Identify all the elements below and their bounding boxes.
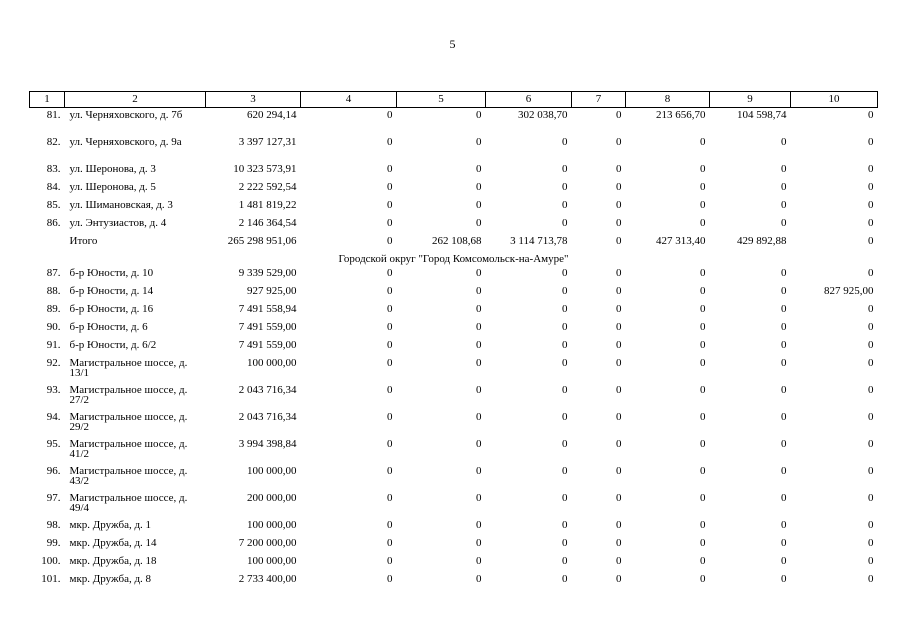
table-row bbox=[30, 338, 878, 356]
value-cell: 0 bbox=[616, 573, 622, 585]
row-number: 81. bbox=[46, 109, 61, 121]
value-cell: 0 bbox=[700, 321, 706, 333]
row-number: 96. bbox=[46, 465, 61, 477]
value-cell: 0 bbox=[616, 519, 622, 531]
column-header: 6 bbox=[486, 92, 572, 108]
address-cell: Магистральное шоссе, д. 27/2 bbox=[69, 384, 188, 406]
value-cell: 10 323 573,91 bbox=[233, 163, 297, 175]
row-number: 86. bbox=[46, 217, 61, 229]
value-cell: 1 481 819,22 bbox=[238, 199, 297, 211]
value-cell: 0 bbox=[562, 285, 568, 297]
value-cell: 100 000,00 bbox=[247, 555, 297, 567]
table-row bbox=[30, 135, 878, 162]
row-number: 101. bbox=[41, 573, 61, 585]
value-cell: 0 bbox=[868, 465, 874, 477]
value-cell: 0 bbox=[700, 357, 706, 369]
address-cell: Магистральное шоссе, д. 29/2 bbox=[69, 411, 188, 433]
row-number: 89. bbox=[46, 303, 61, 315]
row-number: 87. bbox=[46, 267, 61, 279]
value-cell: 0 bbox=[781, 537, 787, 549]
value-cell: 0 bbox=[781, 411, 787, 423]
table-row bbox=[30, 198, 878, 216]
value-cell: 0 bbox=[616, 339, 622, 351]
value-cell: 0 bbox=[616, 285, 622, 297]
value-cell: 0 bbox=[562, 537, 568, 549]
value-cell: 0 bbox=[476, 321, 482, 333]
address-cell: мкр. Дружба, д. 1 bbox=[69, 519, 152, 531]
row-number: 93. bbox=[46, 384, 61, 396]
table-row bbox=[30, 518, 878, 536]
value-cell: 0 bbox=[387, 519, 393, 531]
row-number: 92. bbox=[46, 357, 61, 369]
value-cell: 9 339 529,00 bbox=[238, 267, 297, 279]
value-cell: 0 bbox=[476, 163, 482, 175]
value-cell: 0 bbox=[868, 267, 874, 279]
section-title: Городской округ "Город Комсомольск-на-Амуре" bbox=[338, 253, 569, 265]
address-cell: Магистральное шоссе, д. 43/2 bbox=[69, 465, 188, 487]
value-cell: 0 bbox=[387, 411, 393, 423]
value-cell: 0 bbox=[700, 492, 706, 504]
value-cell: 0 bbox=[700, 181, 706, 193]
column-header: 3 bbox=[206, 92, 301, 108]
value-cell: 0 bbox=[387, 267, 393, 279]
address-cell: мкр. Дружба, д. 14 bbox=[69, 537, 157, 549]
value-cell: 0 bbox=[476, 285, 482, 297]
value-cell: 0 bbox=[700, 339, 706, 351]
page-number: 5 bbox=[449, 37, 456, 51]
row-number: 98. bbox=[46, 519, 61, 531]
value-cell: 0 bbox=[616, 217, 622, 229]
value-cell: 100 000,00 bbox=[247, 357, 297, 369]
value-cell: 0 bbox=[562, 384, 568, 396]
value-cell: 0 bbox=[868, 411, 874, 423]
address-cell: ул. Энтузиастов, д. 4 bbox=[69, 217, 167, 229]
value-cell: 0 bbox=[700, 537, 706, 549]
column-header: 10 bbox=[791, 92, 878, 108]
value-cell: 0 bbox=[387, 537, 393, 549]
value-cell: 0 bbox=[868, 438, 874, 450]
value-cell: 0 bbox=[562, 181, 568, 193]
value-cell: 0 bbox=[781, 573, 787, 585]
address-cell: Итого bbox=[69, 235, 98, 247]
value-cell: 0 bbox=[868, 303, 874, 315]
value-cell: 0 bbox=[781, 438, 787, 450]
value-cell: 0 bbox=[616, 267, 622, 279]
value-cell: 0 bbox=[562, 217, 568, 229]
value-cell: 427 313,40 bbox=[656, 235, 706, 247]
value-cell: 0 bbox=[387, 163, 393, 175]
value-cell: 0 bbox=[387, 339, 393, 351]
table-row bbox=[30, 383, 878, 410]
address-cell: ул. Шеронова, д. 5 bbox=[69, 181, 156, 193]
column-header: 7 bbox=[572, 92, 626, 108]
row-number: 90. bbox=[46, 321, 61, 333]
value-cell: 0 bbox=[476, 573, 482, 585]
value-cell: 0 bbox=[562, 303, 568, 315]
value-cell: 0 bbox=[476, 537, 482, 549]
address-cell: ул. Шимановская, д. 3 bbox=[69, 199, 173, 211]
value-cell: 100 000,00 bbox=[247, 519, 297, 531]
value-cell: 3 994 398,84 bbox=[238, 438, 297, 450]
value-cell: 7 491 559,00 bbox=[238, 321, 297, 333]
value-cell: 0 bbox=[616, 438, 622, 450]
value-cell: 0 bbox=[616, 163, 622, 175]
column-header: 9 bbox=[710, 92, 791, 108]
value-cell: 0 bbox=[476, 267, 482, 279]
table-row bbox=[30, 410, 878, 437]
value-cell: 0 bbox=[781, 303, 787, 315]
value-cell: 0 bbox=[387, 384, 393, 396]
address-cell: б-р Юности, д. 6 bbox=[69, 321, 148, 333]
value-cell: 0 bbox=[868, 217, 874, 229]
column-header: 8 bbox=[626, 92, 710, 108]
value-cell: 0 bbox=[868, 357, 874, 369]
value-cell: 0 bbox=[387, 217, 393, 229]
row-number bbox=[30, 234, 65, 252]
value-cell: 0 bbox=[700, 163, 706, 175]
value-cell: 0 bbox=[476, 339, 482, 351]
table-row bbox=[30, 320, 878, 338]
table-row bbox=[30, 284, 878, 302]
column-header: 2 bbox=[65, 92, 206, 108]
value-cell: 7 491 559,00 bbox=[238, 339, 297, 351]
row-number: 88. bbox=[46, 285, 61, 297]
value-cell: 200 000,00 bbox=[247, 492, 297, 504]
value-cell: 0 bbox=[387, 555, 393, 567]
table-row bbox=[30, 491, 878, 518]
value-cell: 213 656,70 bbox=[656, 109, 706, 121]
value-cell: 0 bbox=[616, 303, 622, 315]
address-cell: Магистральное шоссе, д. 41/2 bbox=[69, 438, 188, 460]
address-cell: ул. Черняховского, д. 9а bbox=[69, 136, 182, 148]
value-cell: 2 733 400,00 bbox=[238, 573, 297, 585]
table-row bbox=[30, 554, 878, 572]
row-number: 83. bbox=[46, 163, 61, 175]
value-cell: 0 bbox=[387, 492, 393, 504]
value-cell: 0 bbox=[387, 285, 393, 297]
value-cell: 0 bbox=[868, 492, 874, 504]
table-row bbox=[30, 536, 878, 554]
value-cell: 0 bbox=[387, 109, 393, 121]
value-cell: 0 bbox=[868, 339, 874, 351]
table-row bbox=[30, 356, 878, 383]
value-cell: 0 bbox=[868, 537, 874, 549]
row-number: 94. bbox=[46, 411, 61, 423]
address-cell: ул. Шеронова, д. 3 bbox=[69, 163, 156, 175]
value-cell: 0 bbox=[616, 384, 622, 396]
value-cell: 0 bbox=[781, 492, 787, 504]
value-cell: 0 bbox=[387, 303, 393, 315]
value-cell: 2 043 716,34 bbox=[238, 384, 297, 396]
value-cell: 0 bbox=[781, 321, 787, 333]
value-cell: 0 bbox=[781, 136, 787, 148]
value-cell: 0 bbox=[781, 217, 787, 229]
value-cell: 0 bbox=[387, 357, 393, 369]
value-cell: 0 bbox=[700, 285, 706, 297]
table-body bbox=[30, 108, 878, 591]
value-cell: 0 bbox=[781, 519, 787, 531]
address-cell: б-р Юности, д. 6/2 bbox=[69, 339, 157, 351]
row-number: 85. bbox=[46, 199, 61, 211]
value-cell: 0 bbox=[476, 438, 482, 450]
value-cell: 0 bbox=[476, 199, 482, 211]
address-cell: Магистральное шоссе, д. 13/1 bbox=[69, 357, 188, 379]
value-cell: 0 bbox=[616, 411, 622, 423]
table-header bbox=[30, 92, 878, 108]
value-cell: 0 bbox=[616, 181, 622, 193]
value-cell: 0 bbox=[562, 519, 568, 531]
section-row bbox=[30, 252, 878, 266]
value-cell: 0 bbox=[700, 438, 706, 450]
data-table bbox=[29, 91, 878, 590]
value-cell: 0 bbox=[868, 573, 874, 585]
value-cell: 827 925,00 bbox=[824, 285, 874, 297]
value-cell: 0 bbox=[387, 136, 393, 148]
value-cell: 2 222 592,54 bbox=[238, 181, 297, 193]
address-cell: б-р Юности, д. 14 bbox=[69, 285, 154, 297]
address-cell: ул. Черняховского, д. 7б bbox=[69, 109, 183, 121]
address-cell: б-р Юности, д. 10 bbox=[69, 267, 154, 279]
value-cell: 0 bbox=[387, 235, 393, 247]
value-cell: 262 108,68 bbox=[432, 235, 482, 247]
value-cell: 0 bbox=[476, 109, 482, 121]
row-number: 95. bbox=[46, 438, 61, 450]
table-row bbox=[30, 572, 878, 590]
value-cell: 0 bbox=[700, 411, 706, 423]
value-cell: 0 bbox=[562, 465, 568, 477]
value-cell: 0 bbox=[616, 537, 622, 549]
value-cell: 0 bbox=[562, 321, 568, 333]
value-cell: 0 bbox=[562, 492, 568, 504]
value-cell: 0 bbox=[562, 199, 568, 211]
value-cell: 0 bbox=[868, 555, 874, 567]
value-cell: 0 bbox=[476, 217, 482, 229]
value-cell: 0 bbox=[868, 109, 874, 121]
value-cell: 0 bbox=[781, 181, 787, 193]
value-cell: 0 bbox=[781, 285, 787, 297]
value-cell: 302 038,70 bbox=[518, 109, 568, 121]
value-cell: 7 200 000,00 bbox=[238, 537, 297, 549]
row-number: 97. bbox=[46, 492, 61, 504]
value-cell: 620 294,14 bbox=[247, 109, 297, 121]
value-cell: 0 bbox=[387, 438, 393, 450]
value-cell: 100 000,00 bbox=[247, 465, 297, 477]
value-cell: 0 bbox=[616, 136, 622, 148]
row-number: 82. bbox=[46, 136, 61, 148]
value-cell: 0 bbox=[616, 199, 622, 211]
value-cell: 0 bbox=[700, 199, 706, 211]
value-cell: 0 bbox=[781, 384, 787, 396]
value-cell: 0 bbox=[781, 339, 787, 351]
value-cell: 0 bbox=[781, 465, 787, 477]
value-cell: 0 bbox=[616, 109, 622, 121]
value-cell: 0 bbox=[387, 181, 393, 193]
value-cell: 265 298 951,06 bbox=[227, 235, 297, 247]
value-cell: 0 bbox=[616, 465, 622, 477]
value-cell: 0 bbox=[781, 267, 787, 279]
value-cell: 0 bbox=[868, 181, 874, 193]
value-cell: 0 bbox=[476, 384, 482, 396]
value-cell: 0 bbox=[476, 411, 482, 423]
value-cell: 0 bbox=[700, 217, 706, 229]
value-cell: 927 925,00 bbox=[247, 285, 297, 297]
value-cell: 7 491 558,94 bbox=[238, 303, 297, 315]
value-cell: 0 bbox=[616, 357, 622, 369]
value-cell: 0 bbox=[781, 199, 787, 211]
value-cell: 0 bbox=[476, 303, 482, 315]
value-cell: 0 bbox=[700, 303, 706, 315]
value-cell: 0 bbox=[868, 519, 874, 531]
value-cell: 0 bbox=[476, 492, 482, 504]
row-number: 91. bbox=[46, 339, 61, 351]
value-cell: 0 bbox=[562, 163, 568, 175]
value-cell: 0 bbox=[616, 235, 622, 247]
value-cell: 0 bbox=[476, 136, 482, 148]
table-row bbox=[30, 162, 878, 180]
table-row bbox=[30, 266, 878, 284]
value-cell: 0 bbox=[387, 199, 393, 211]
value-cell: 0 bbox=[562, 267, 568, 279]
value-cell: 2 043 716,34 bbox=[238, 411, 297, 423]
row-number: 100. bbox=[41, 555, 61, 567]
value-cell: 104 598,74 bbox=[737, 109, 787, 121]
value-cell: 0 bbox=[476, 519, 482, 531]
address-cell: мкр. Дружба, д. 18 bbox=[69, 555, 157, 567]
table-row bbox=[30, 437, 878, 464]
table-row bbox=[30, 302, 878, 320]
value-cell: 0 bbox=[562, 555, 568, 567]
value-cell: 0 bbox=[616, 555, 622, 567]
value-cell: 0 bbox=[868, 199, 874, 211]
value-cell: 0 bbox=[562, 573, 568, 585]
value-cell: 0 bbox=[476, 465, 482, 477]
address-cell: Магистральное шоссе, д. 49/4 bbox=[69, 492, 188, 514]
address-cell: б-р Юности, д. 16 bbox=[69, 303, 154, 315]
value-cell: 0 bbox=[476, 357, 482, 369]
value-cell: 0 bbox=[700, 136, 706, 148]
value-cell: 3 114 713,78 bbox=[510, 235, 568, 247]
value-cell: 0 bbox=[476, 555, 482, 567]
value-cell: 0 bbox=[700, 465, 706, 477]
value-cell: 0 bbox=[700, 555, 706, 567]
column-header: 1 bbox=[30, 92, 65, 108]
value-cell: 0 bbox=[562, 411, 568, 423]
address-cell: мкр. Дружба, д. 8 bbox=[69, 573, 152, 585]
value-cell: 0 bbox=[868, 384, 874, 396]
value-cell: 0 bbox=[700, 267, 706, 279]
table-row bbox=[30, 108, 878, 136]
value-cell: 0 bbox=[387, 573, 393, 585]
value-cell: 429 892,88 bbox=[737, 235, 787, 247]
value-cell: 0 bbox=[868, 235, 874, 247]
table-row bbox=[30, 464, 878, 491]
value-cell: 0 bbox=[781, 555, 787, 567]
row-number: 99. bbox=[46, 537, 61, 549]
value-cell: 0 bbox=[387, 321, 393, 333]
value-cell: 0 bbox=[562, 339, 568, 351]
value-cell: 0 bbox=[616, 321, 622, 333]
value-cell: 0 bbox=[562, 136, 568, 148]
table-row bbox=[30, 216, 878, 234]
value-cell: 0 bbox=[781, 163, 787, 175]
value-cell: 0 bbox=[868, 321, 874, 333]
total-row bbox=[30, 234, 878, 252]
table-row bbox=[30, 180, 878, 198]
value-cell: 0 bbox=[781, 357, 787, 369]
value-cell: 3 397 127,31 bbox=[238, 136, 297, 148]
value-cell: 0 bbox=[476, 181, 482, 193]
column-header: 4 bbox=[301, 92, 397, 108]
value-cell: 0 bbox=[387, 465, 393, 477]
column-header: 5 bbox=[397, 92, 486, 108]
value-cell: 0 bbox=[868, 163, 874, 175]
value-cell: 0 bbox=[700, 384, 706, 396]
value-cell: 0 bbox=[616, 492, 622, 504]
value-cell: 0 bbox=[700, 519, 706, 531]
value-cell: 0 bbox=[700, 573, 706, 585]
value-cell: 2 146 364,54 bbox=[238, 217, 297, 229]
row-number: 84. bbox=[46, 181, 61, 193]
value-cell: 0 bbox=[562, 438, 568, 450]
value-cell: 0 bbox=[562, 357, 568, 369]
value-cell: 0 bbox=[868, 136, 874, 148]
